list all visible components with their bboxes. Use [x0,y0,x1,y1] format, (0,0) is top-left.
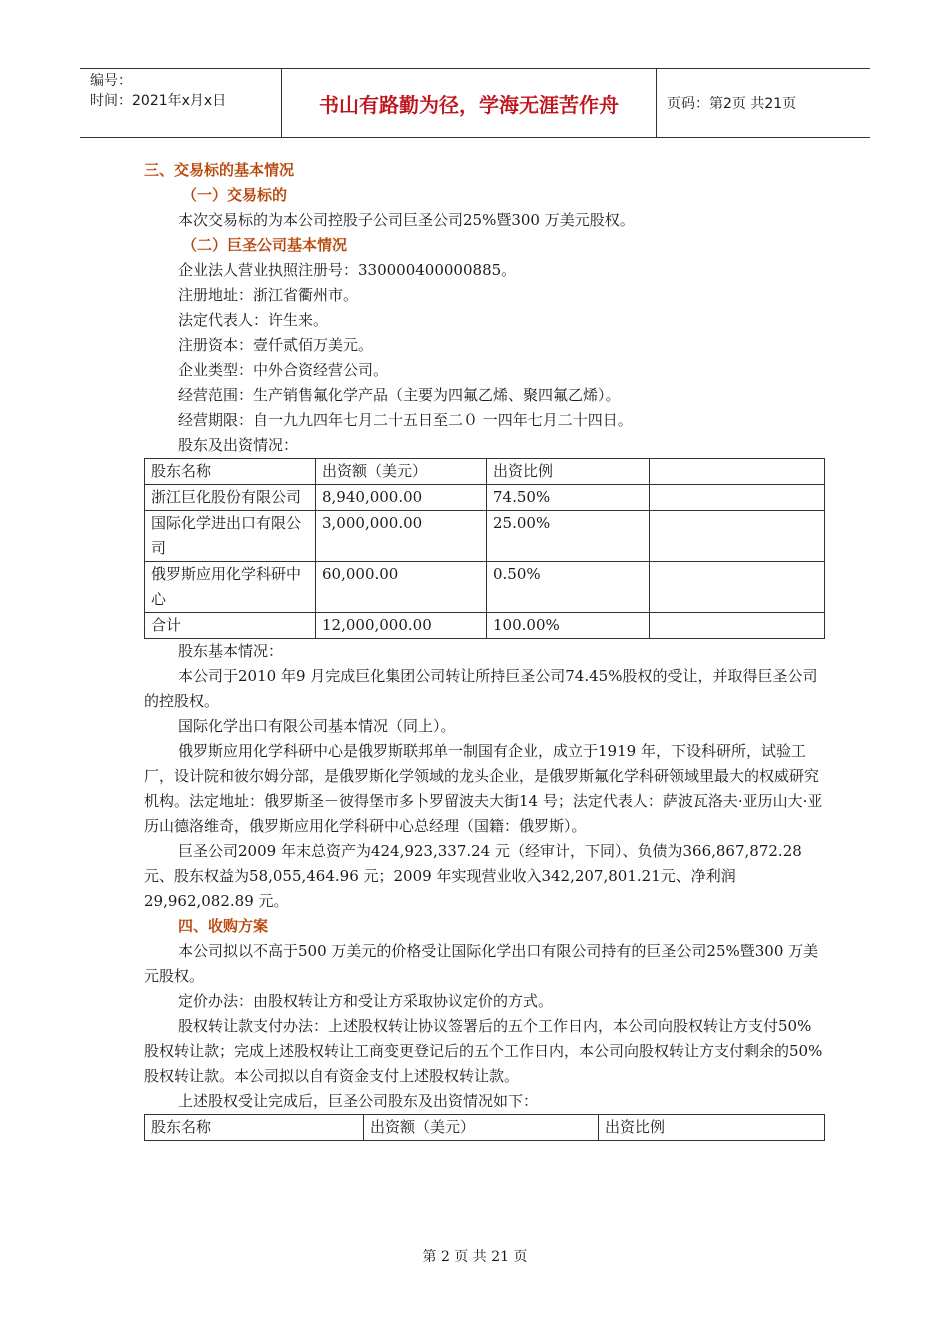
info-line: 法定代表人：许生来。 [178,311,329,329]
document-body [144,158,826,1141]
page-footer: 第 2 页 共 21 页 [422,1249,528,1265]
info-line: 企业类型：中外合资经营公司。 [178,361,389,379]
table-cell: 0.50% [487,562,650,613]
table-row [145,485,825,511]
section4-paragraph: 股权转让款支付办法：上述股权转让协议签署后的五个工作日内，本公司向股权转让方支付50%股权转让款；完成上述股权转让工商变更登记后的五个工作日内，本公司向股权转让方支付剩余的50%股权转让款。本公司拟以自有资金支付上述股权转让款。 [144,1017,823,1085]
table-cell: 100.00% [487,613,650,639]
table-row [145,562,825,613]
table-cell: 国际化学进出口有限公司 [145,511,316,562]
table-cell: 俄罗斯应用化学科研中心 [145,562,316,613]
sub2-title: （二）巨圣公司基本情况 [182,236,348,254]
table-cell [650,562,825,613]
sub1-title: （一）交易标的 [182,186,288,204]
shareholder-title: 股东基本情况： [178,642,284,660]
table-cell: 合计 [145,613,316,639]
header-meta [80,69,282,137]
page-header [80,68,870,138]
post-transfer-table [144,1114,825,1141]
table-header-cell: 股东名称 [145,459,316,485]
info-line: 经营范围：生产销售氟化学产品（主要为四氟乙烯、聚四氟乙烯）。 [178,386,621,404]
shareholder-paragraph: 俄罗斯应用化学科研中心是俄罗斯联邦单一制国有企业，成立于1919 年，下设科研所，试验工厂，设计院和彼尔姆分部，是俄罗斯化学领域的龙头企业，是俄罗斯氟化学科研领域里最大的权威研究机构。法定地址：俄罗斯圣－彼得堡市多卜罗留波夫大街14 号；法定代表人：萨波瓦洛夫·亚历山大·亚历山德洛维奇，俄罗斯应用化学科研中心总经理（国籍：俄罗斯）。 [144,742,823,835]
header-motto: 书山有路勤为径，学海无涯苦作舟 [282,69,657,137]
section3-title: 三、交易标的基本情况 [144,161,295,179]
table-header-cell: 出资额（美元） [364,1115,599,1141]
shareholder-table [144,458,825,639]
info-line: 注册地址：浙江省衢州市。 [178,286,359,304]
table-row [145,511,825,562]
section4-paragraph: 上述股权受让完成后，巨圣公司股东及出资情况如下： [178,1092,539,1110]
header-page-label: 页码：第2页 共21页 [667,96,797,112]
number-label: 编号： [90,73,132,89]
table-header-cell: 出资额（美元） [316,459,487,485]
info-line: 股东及出资情况： [178,436,299,454]
table-cell [650,485,825,511]
table-cell: 12,000,000.00 [316,613,487,639]
info-line: 企业法人营业执照注册号：330000400000885。 [178,261,517,279]
shareholder-paragraph: 本公司于2010 年9 月完成巨化集团公司转让所持巨圣公司74.45%股权的受让，并取得巨圣公司的控股权。 [144,667,818,710]
sub1-text: 本次交易标的为本公司控股子公司巨圣公司25%暨300 万美元股权。 [178,211,635,229]
table-header-cell [650,459,825,485]
section4-title: 四、收购方案 [178,917,269,935]
table-header-cell: 股东名称 [145,1115,364,1141]
table-header-cell: 出资比例 [487,459,650,485]
table-total-row [145,613,825,639]
section4-paragraph: 本公司拟以不高于500 万美元的价格受让国际化学出口有限公司持有的巨圣公司25%暨300 万美元股权。 [144,942,819,985]
table-cell: 74.50% [487,485,650,511]
table-header-row [145,1115,825,1141]
table-cell: 浙江巨化股份有限公司 [145,485,316,511]
section4-paragraph: 定价办法：由股权转让方和受让方采取协议定价的方式。 [178,992,554,1010]
table-cell: 25.00% [487,511,650,562]
table-cell: 60,000.00 [316,562,487,613]
time-label: 时间：2021年x月x日 [90,93,227,109]
table-cell: 8,940,000.00 [316,485,487,511]
info-line: 经营期限：自一九九四年七月二十五日至二０ 一四年七月二十四日。 [178,411,633,429]
table-cell [650,613,825,639]
shareholder-paragraph: 国际化学出口有限公司基本情况（同上）。 [178,717,456,735]
table-cell: 3,000,000.00 [316,511,487,562]
table-header-row [145,459,825,485]
table-cell [650,511,825,562]
shareholder-paragraph: 巨圣公司2009 年末总资产为424,923,337.24 元（经审计，下同）、负债为366,867,872.28 元、股东权益为58,055,464.96 元；2009 年实现营业收入342,207,801.21元、净利润29,962,082.89 元。 [144,842,802,910]
info-line: 注册资本：壹仟贰佰万美元。 [178,336,374,354]
table-header-cell: 出资比例 [599,1115,825,1141]
